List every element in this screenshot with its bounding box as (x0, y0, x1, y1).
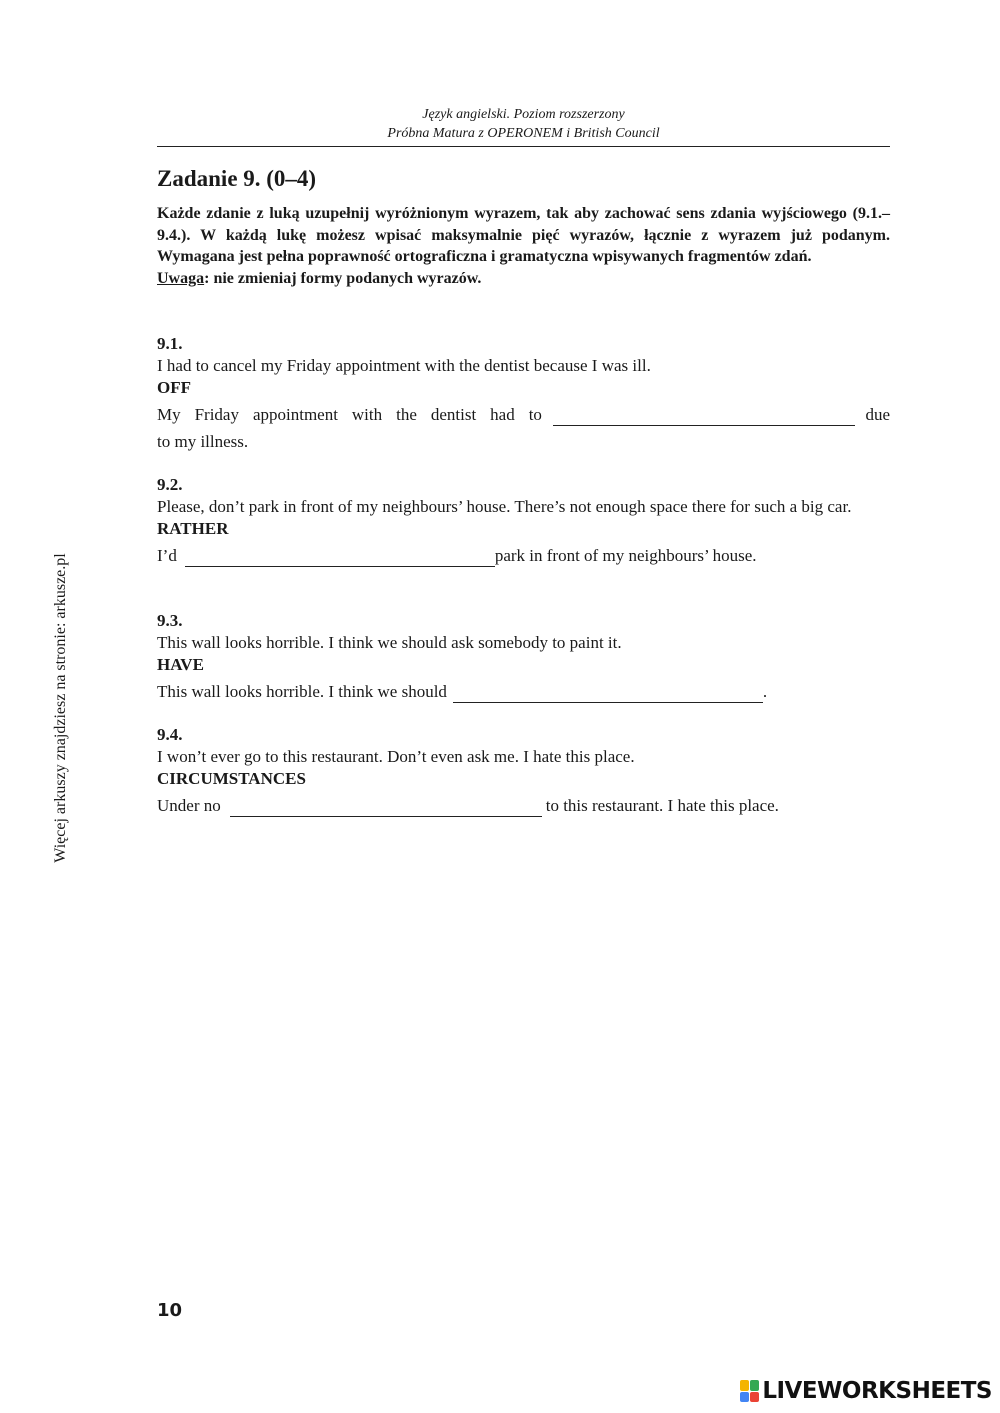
answer-gap-9-4[interactable] (230, 799, 542, 817)
answer-gap-9-2[interactable] (185, 549, 495, 567)
gap-sentence (157, 545, 890, 567)
source-sentence: This wall looks horrible. I think we should ask somebody to paint it. (157, 633, 622, 652)
gap-sentence (157, 681, 890, 703)
logo-square-red (750, 1392, 759, 1403)
item-number: 9.2. (157, 475, 183, 494)
keyword: HAVE (157, 655, 204, 674)
note-text: : nie zmieniaj formy podanych wyrazów. (204, 269, 482, 287)
gap-sentence (157, 795, 890, 817)
header-divider (157, 146, 890, 147)
exercise-item-9-4 (157, 724, 890, 817)
gap-sentence-end: due (865, 405, 890, 424)
item-number: 9.1. (157, 334, 183, 353)
gap-sentence-start: Under no (157, 796, 221, 815)
exercise-item-9-2 (157, 474, 890, 567)
keyword: OFF (157, 378, 191, 397)
gap-sentence (157, 404, 890, 426)
logo-square-blue (740, 1392, 749, 1403)
item-number: 9.4. (157, 725, 183, 744)
exercise-item-9-1 (157, 333, 890, 453)
side-watermark-text: Więcej arkuszy znajdziesz na stronie: arkusze.pl (52, 553, 69, 863)
gap-sentence-end: . (762, 682, 768, 701)
instructions-text: Każde zdanie z luką uzupełnij wyróżnionym wyrazem, tak aby zachować sens zdania wyjściowego (9.1.–9.4.). W każdą lukę możesz wpisać maksymalnie pięć wyrazów, łącznie z wyrazem już podanym. Wymagana jest pełna poprawność ortograficzna i gramatyczna wpisywanych fragmentów zdań. (157, 205, 890, 265)
logo-square-green (750, 1380, 759, 1391)
gap-sentence-end: park in front of my neighbours’ house. (494, 546, 757, 565)
logo-square-yellow (740, 1380, 749, 1391)
item-number: 9.3. (157, 611, 183, 630)
gap-sentence-start: This wall looks horrible. I think we should (157, 682, 447, 701)
keyword: RATHER (157, 519, 229, 538)
source-sentence: Please, don’t park in front of my neighbours’ house. There’s not enough space there for such a big car. (157, 497, 852, 516)
gap-sentence-continuation: to my illness. (157, 432, 249, 451)
gap-sentence-start: My Friday appointment with the dentist had to (157, 405, 542, 424)
page-number: 10 (157, 1300, 183, 1321)
source-sentence: I had to cancel my Friday appointment with the dentist because I was ill. (157, 356, 651, 375)
gap-sentence-end: to this restaurant. I hate this place. (545, 796, 779, 815)
task-instructions (157, 203, 890, 289)
exercise-item-9-3 (157, 610, 890, 703)
brand-name: LIVEWORKSHEETS (762, 1378, 992, 1404)
header-subject: Język angielski. Poziom rozszerzony (422, 107, 625, 122)
note-label: Uwaga (157, 269, 205, 287)
answer-gap-9-1[interactable] (553, 408, 855, 426)
header-exam: Próbna Matura z OPERONEM i British Council (387, 126, 660, 141)
task-title: Zadanie 9. (0–4) (157, 166, 317, 191)
liveworksheets-brand (740, 1378, 992, 1404)
source-sentence: I won’t ever go to this restaurant. Don’t even ask me. I hate this place. (157, 747, 635, 766)
instructions-note (157, 268, 890, 290)
liveworksheets-logo-icon (740, 1380, 759, 1402)
page-header (157, 105, 890, 143)
answer-gap-9-3[interactable] (453, 685, 763, 703)
keyword: CIRCUMSTANCES (157, 769, 306, 788)
gap-sentence-start: I’d (157, 546, 177, 565)
